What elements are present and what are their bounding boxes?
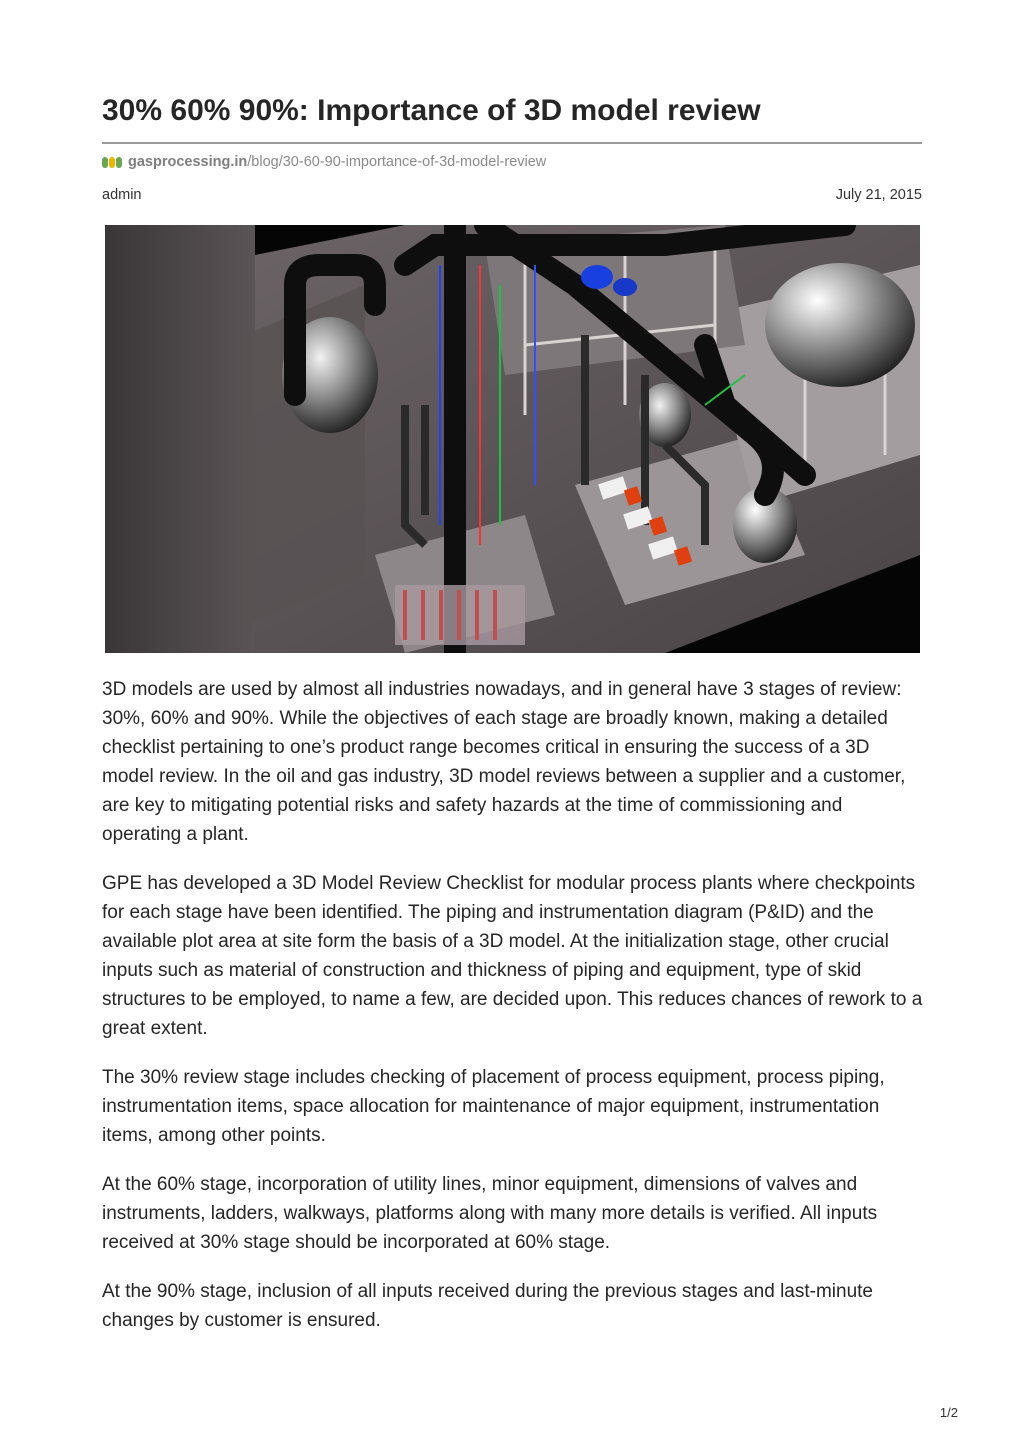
paragraph-checklist: GPE has developed a 3D Model Review Checklist for modular process plants where checkpoints for each stage have been identified. The piping and instrumentation diagram (P&ID) and the available plot area at site form the basis of a 3D model. At the initialization stage, other crucial inputs such as material of construction and thickness of piping and equipment, type of skid structures to be employed, to name a few, are decided upon. This reduces chances of rework to a great extent.: [102, 873, 923, 1039]
paragraph-intro: 3D models are used by almost all industries nowadays, and in general have 3 stages of review: 30%, 60% and 90%. While the objectives of each stage are broadly known, making a detailed checklist pertaining to one’s product range becomes critical in ensuring the success of a 3D model review. In the oil and gas industry, 3D model reviews between a supplier and a customer, are key to mitigating potential risks and safety hazards at the time of commissioning and operating a plant.: [102, 679, 906, 845]
article-body: [102, 675, 926, 1355]
publish-date: July 21, 2015: [835, 187, 922, 203]
paragraph-60-stage: At the 60% stage, incorporation of utility lines, minor equipment, dimensions of valves and instruments, ladders, walkways, platforms along with many more details is verified. All inputs received at 30% stage should be incorporated at 60% stage.: [102, 1174, 878, 1253]
source-path: /blog/30-60-90-importance-of-3d-model-review: [247, 154, 547, 170]
source-host: gasprocessing.in: [128, 154, 248, 170]
article-title: 30% 60% 90%: Importance of 3D model review: [102, 94, 761, 127]
source-line: [102, 154, 546, 170]
3d-plant-model-image: [105, 225, 920, 653]
source-link[interactable]: [128, 154, 546, 170]
plant-model-illustration: [105, 225, 920, 653]
paragraph-90-stage: At the 90% stage, inclusion of all inputs received during the previous stages and last-minute changes by customer is ensured.: [102, 1281, 874, 1331]
author: admin: [102, 187, 142, 203]
page-number: 1/2: [939, 1405, 958, 1420]
title-divider: [102, 142, 922, 144]
gpe-logo-icon: [102, 157, 122, 168]
paragraph-30-stage: The 30% review stage includes checking of placement of process equipment, process piping, instrumentation items, space allocation for maintenance of major equipment, instrumentation items, among other points.: [102, 1067, 885, 1146]
